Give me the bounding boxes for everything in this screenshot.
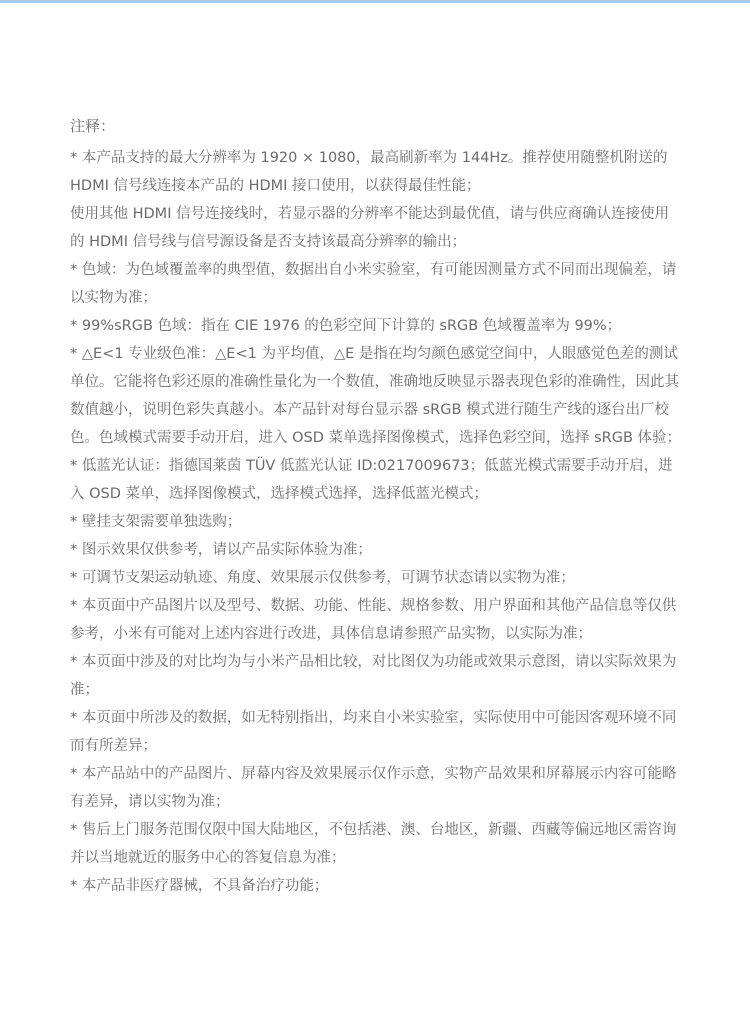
- top-accent-line: [0, 0, 750, 3]
- note-paragraph: * 本页面中涉及的对比均为与小米产品相比较，对比图仅为功能或效果示意图，请以实际效果为准；: [70, 654, 677, 698]
- note-paragraph: * △E<1 专业级色准：△E<1 为平均值，△E 是指在均匀颜色感觉空间中，人眼感觉色差的测试单位。它能将色彩还原的准确性量化为一个数值，准确地反映显示器表现色彩的准确性，因此其数值越小，说明色彩失真越小。本产品针对每台显示器 sRGB 模式进行随生产线的逐台出厂校色。色域模式需要手动开启，进入 OSD 菜单选择图像模式，选择色彩空间，选择 sRGB 体验；: [70, 346, 682, 446]
- note-paragraph: * 可调节支架运动轨迹、角度、效果展示仅供参考，可调节状态请以实物为准；: [70, 570, 575, 586]
- note-paragraph: * 低蓝光认证：指德国莱茵 TÜV 低蓝光认证 ID:0217009673；低蓝光模式需要手动开启，进入 OSD 菜单，选择图像模式，选择模式选择，选择低蓝光模式；: [70, 458, 673, 502]
- note-paragraph: * 本产品非医疗器械，不具备治疗功能；: [70, 878, 329, 894]
- note-paragraph: * 99%sRGB 色域：指在 CIE 1976 的色彩空间下计算的 sRGB 色域覆盖率为 99%；: [70, 318, 622, 334]
- note-paragraph: 使用其他 HDMI 信号连接线时，若显示器的分辨率不能达到最优值，请与供应商确认连接使用的 HDMI 信号线与信号源设备是否支持该最高分辨率的输出；: [70, 206, 670, 250]
- note-paragraph: * 壁挂支架需要单独选购；: [70, 514, 242, 530]
- notes-title: 注释：: [70, 117, 116, 135]
- note-paragraph: * 本页面中所涉及的数据，如无特别指出，均来自小米实验室，实际使用中可能因客观环境不同而有所差异；: [70, 710, 677, 754]
- note-paragraph: * 售后上门服务范围仅限中国大陆地区，不包括港、澳、台地区，新疆、西藏等偏远地区需咨询并以当地就近的服务中心的答复信息为准；: [70, 822, 677, 866]
- note-paragraph: * 图示效果仅供参考，请以产品实际体验为准；: [70, 542, 372, 558]
- note-paragraph: * 本产品支持的最大分辨率为 1920 × 1080，最高刷新率为 144Hz。推荐使用随整机附送的 HDMI 信号线连接本产品的 HDMI 接口使用，以获得最佳性能；: [70, 150, 668, 194]
- notes-section: [70, 116, 682, 900]
- note-paragraph: * 本页面中产品图片以及型号、数据、功能、性能、规格参数、用户界面和其他产品信息等仅供参考，小米有可能对上述内容进行改进，具体信息请参照产品实物，以实际为准；: [70, 598, 677, 642]
- note-paragraph: * 本产品站中的产品图片、屏幕内容及效果展示仅作示意，实物产品效果和屏幕展示内容可能略有差异，请以实物为准；: [70, 766, 677, 810]
- note-paragraph: * 色域：为色域覆盖率的典型值，数据出自小米实验室，有可能因测量方式不同而出现偏差，请以实物为准；: [70, 262, 677, 306]
